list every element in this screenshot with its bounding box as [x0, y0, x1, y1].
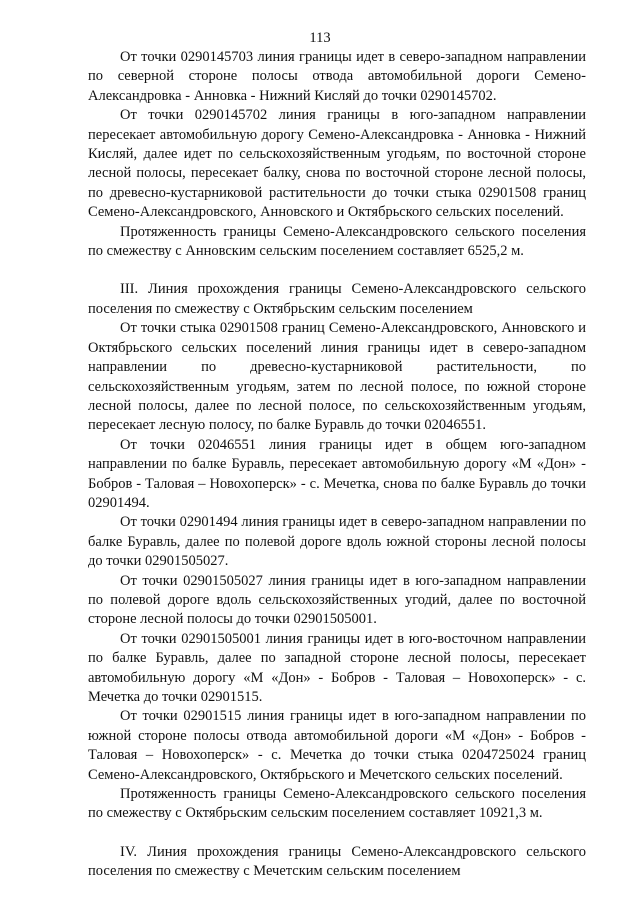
paragraph-boundary-point-02901505027: От точки 02901505027 линия границы идет в юго-западном направлении по полевой дороге вдоль сельскохозяйственных угодий, далее по восточной стороне лесной полосы до точки 02901505001. [88, 572, 586, 628]
paragraph-length-oktyabrsky-border: Протяженность границы Семено-Александровского сельского поселения по смежеству с Октябрьским сельским поселением составляет 10921,3 м. [88, 786, 586, 822]
paragraph-boundary-point-0290145703: От точки 0290145703 линия границы идет в северо-западном направлении по северной стороне полосы отвода автомобильной дороги Семено-Александровка - Анновка - Нижний Кисляй до точки 0290145702. [88, 49, 586, 104]
section-gap [88, 824, 586, 843]
paragraph-boundary-point-02901505001: От точки 02901505001 линия границы идет в юго-восточном направлении по балке Буравль, далее по западной стороне лесной полосы, пересекает автомобильную дорогу «М «Дон» - Бобров - Таловая – Новохоперск» - с. Мечетка до точки 02901515. [88, 630, 586, 705]
paragraph-boundary-point-02901515: От точки 02901515 линия границы идет в юго-западном направлении по южной стороне полосы отвода автомобильной дороги «М «Дон» - Бобров - Таловая – Новохоперск» - с. Мечетка до точки стыка 0204725024 границ Семено-Александровского, Октябрьского и Мечетского сельских поселений. [88, 708, 586, 783]
section-heading-iv: IV. Линия прохождения границы Семено-Александровского сельского поселения по смежеству с Мечетским сельским поселением [88, 843, 586, 880]
paragraph-boundary-point-02046551: От точки 02046551 линия границы идет в общем юго-западном направлении по балке Буравль, пересекает автомобильную дорогу «М «Дон» - Бобров - Таловая – Новохоперск» - с. Мечетка, снова по балке Буравль до точки 02901494. [88, 436, 586, 511]
page-number: 113 [309, 30, 331, 46]
paragraph-boundary-point-0290145702: От точки 0290145702 линия границы в юго-западном направлении пересекает автомобильную дорогу Семено-Александровка - Анновка - Нижний Кисляй, далее идет по сельскохозяйственным угодьям, по восточной стороне лесной полосы, пересекает балку, снова по восточной стороне лесной полосы, по древесно-кустарниковой растительности до точки стыка 02901508 границ Семено-Александровского, Анновского и Октябрьского сельских поселений. [88, 107, 586, 221]
paragraph-junction-02901508: От точки стыка 02901508 границ Семено-Александровского, Анновского и Октябрьского сельских поселений линия границы идет в северо-западном направлении по древесно-кустарниковой растительности, по сельскохозяйственным угодьям, затем по лесной полосе, по южной стороне лесной полосы, далее по лесной полосе, по сельскохозяйственным угодьям, пересекает лесную полосу, по балке Буравль до точки 02046551. [88, 320, 586, 434]
section-gap [88, 261, 586, 280]
section-heading-iii: III. Линия прохождения границы Семено-Александровского сельского поселения по смежеству с Октябрьским сельским поселением [88, 281, 586, 317]
paragraph-length-anovka-border: Протяженность границы Семено-Александровского сельского поселения по смежеству с Анновским сельским поселением составляет 6525,2 м. [88, 223, 586, 260]
document-body [88, 48, 586, 882]
paragraph-boundary-point-02901494: От точки 02901494 линия границы идет в северо-западном направлении по балке Буравль, далее по полевой дороге вдоль южной стороны лесной полосы до точки 02901505027. [88, 514, 586, 570]
